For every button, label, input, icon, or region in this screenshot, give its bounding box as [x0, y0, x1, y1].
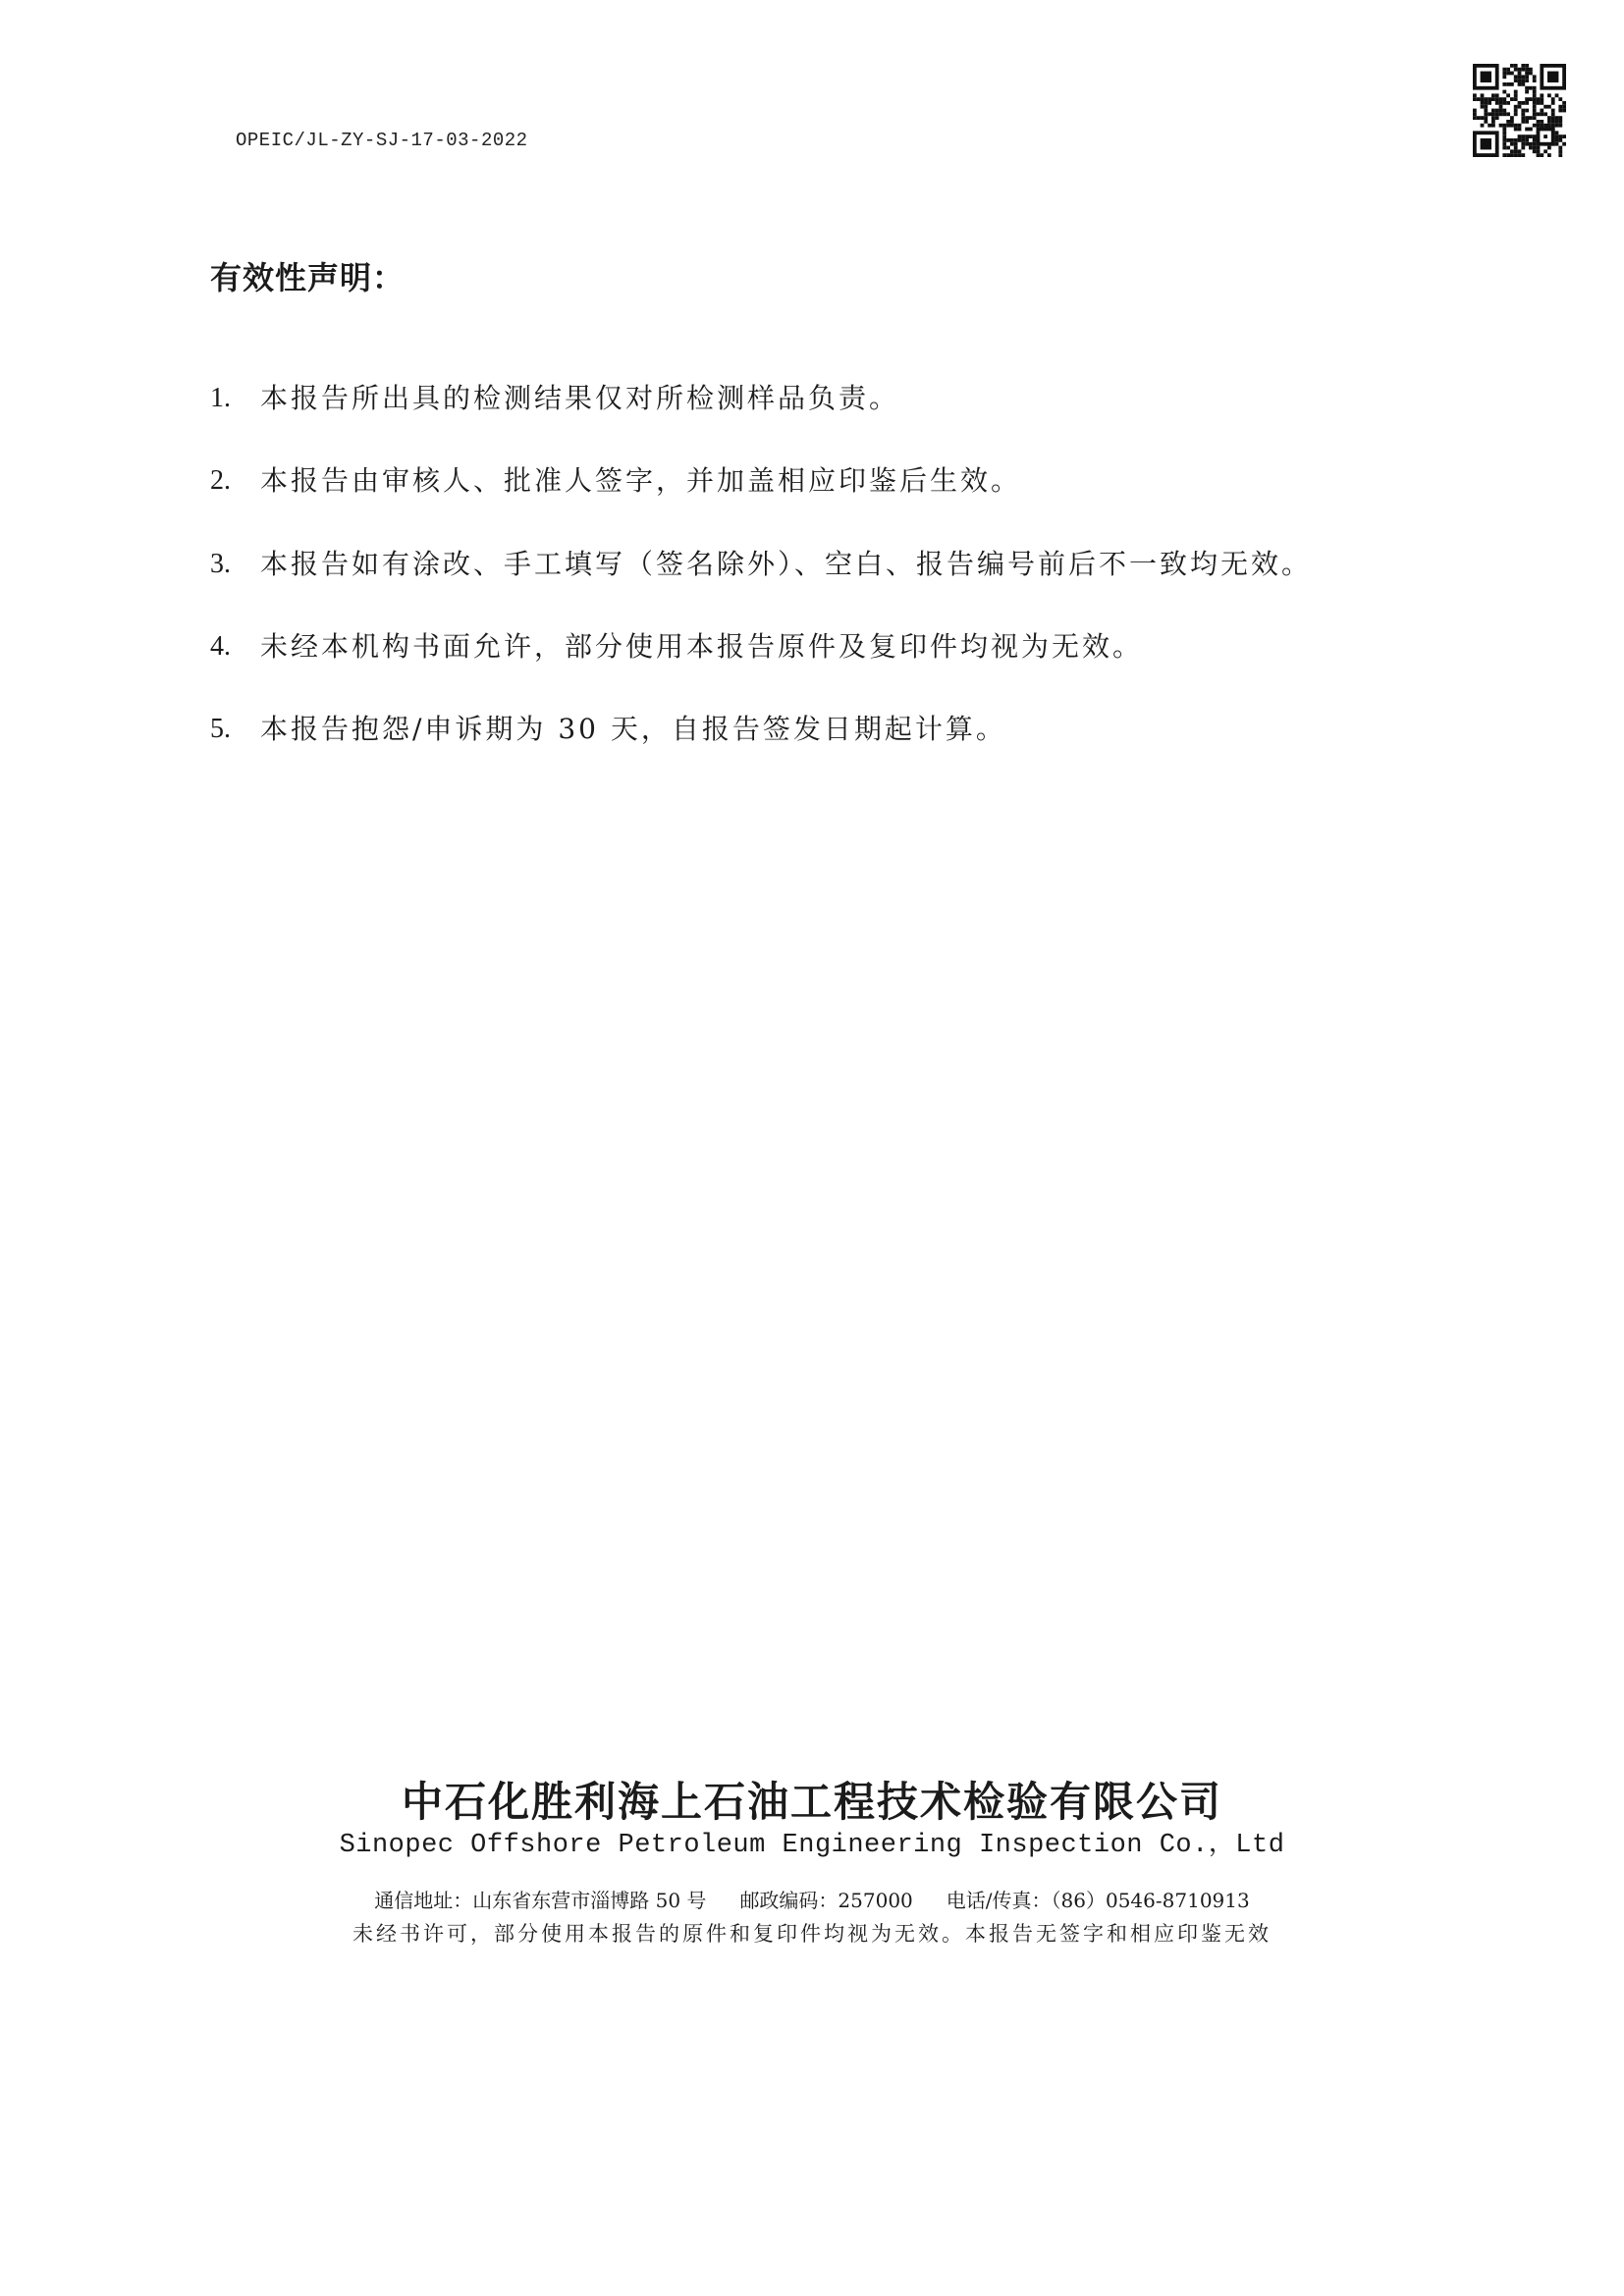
list-item: [210, 688, 1487, 771]
list-item: [210, 523, 1487, 606]
phone-fax: 电话/传真：（86）0546-8710913: [946, 1889, 1250, 1912]
item-number: 3.: [210, 548, 231, 579]
statement-list: [210, 357, 1487, 771]
document-code: OPEIC/JL-ZY-SJ-17-03-2022: [236, 130, 528, 151]
validity-statement-heading: 有效性声明：: [210, 259, 406, 296]
postcode: 邮政编码：257000: [739, 1889, 913, 1912]
list-item: [210, 440, 1487, 522]
list-item: [210, 606, 1487, 688]
contact-line: [0, 1887, 1624, 1914]
item-number: 1.: [210, 383, 231, 414]
item-text: 本报告如有涂改、手工填写（签名除外）、空白、报告编号前后不一致均无效。: [260, 547, 1313, 580]
item-text: 本报告所出具的检测结果仅对所检测样品负责。: [260, 382, 900, 415]
usage-notice: 未经书许可，部分使用本报告的原件和复印件均视为无效。本报告无签字和相应印鉴无效: [352, 1922, 1272, 1946]
item-number: 4.: [210, 631, 231, 663]
item-number: 5.: [210, 714, 231, 745]
item-number: 2.: [210, 465, 231, 497]
mailing-address: 通信地址：山东省东营市淄博路 50 号: [374, 1889, 707, 1912]
list-item: [210, 357, 1487, 440]
item-text: 本报告抱怨/申诉期为 30 天，自报告签发日期起计算。: [260, 713, 1006, 746]
company-name-cn: 中石化胜利海上石油工程技术检验有限公司: [401, 1778, 1222, 1826]
item-text: 本报告由审核人、批准人签字，并加盖相应印鉴后生效。: [260, 464, 1022, 498]
qr-code-icon: [1473, 64, 1566, 157]
item-text: 未经本机构书面允许，部分使用本报告原件及复印件均视为无效。: [260, 630, 1144, 664]
company-name-en: Sinopec Offshore Petroleum Engineering Inspection Co.，Ltd: [339, 1831, 1285, 1860]
